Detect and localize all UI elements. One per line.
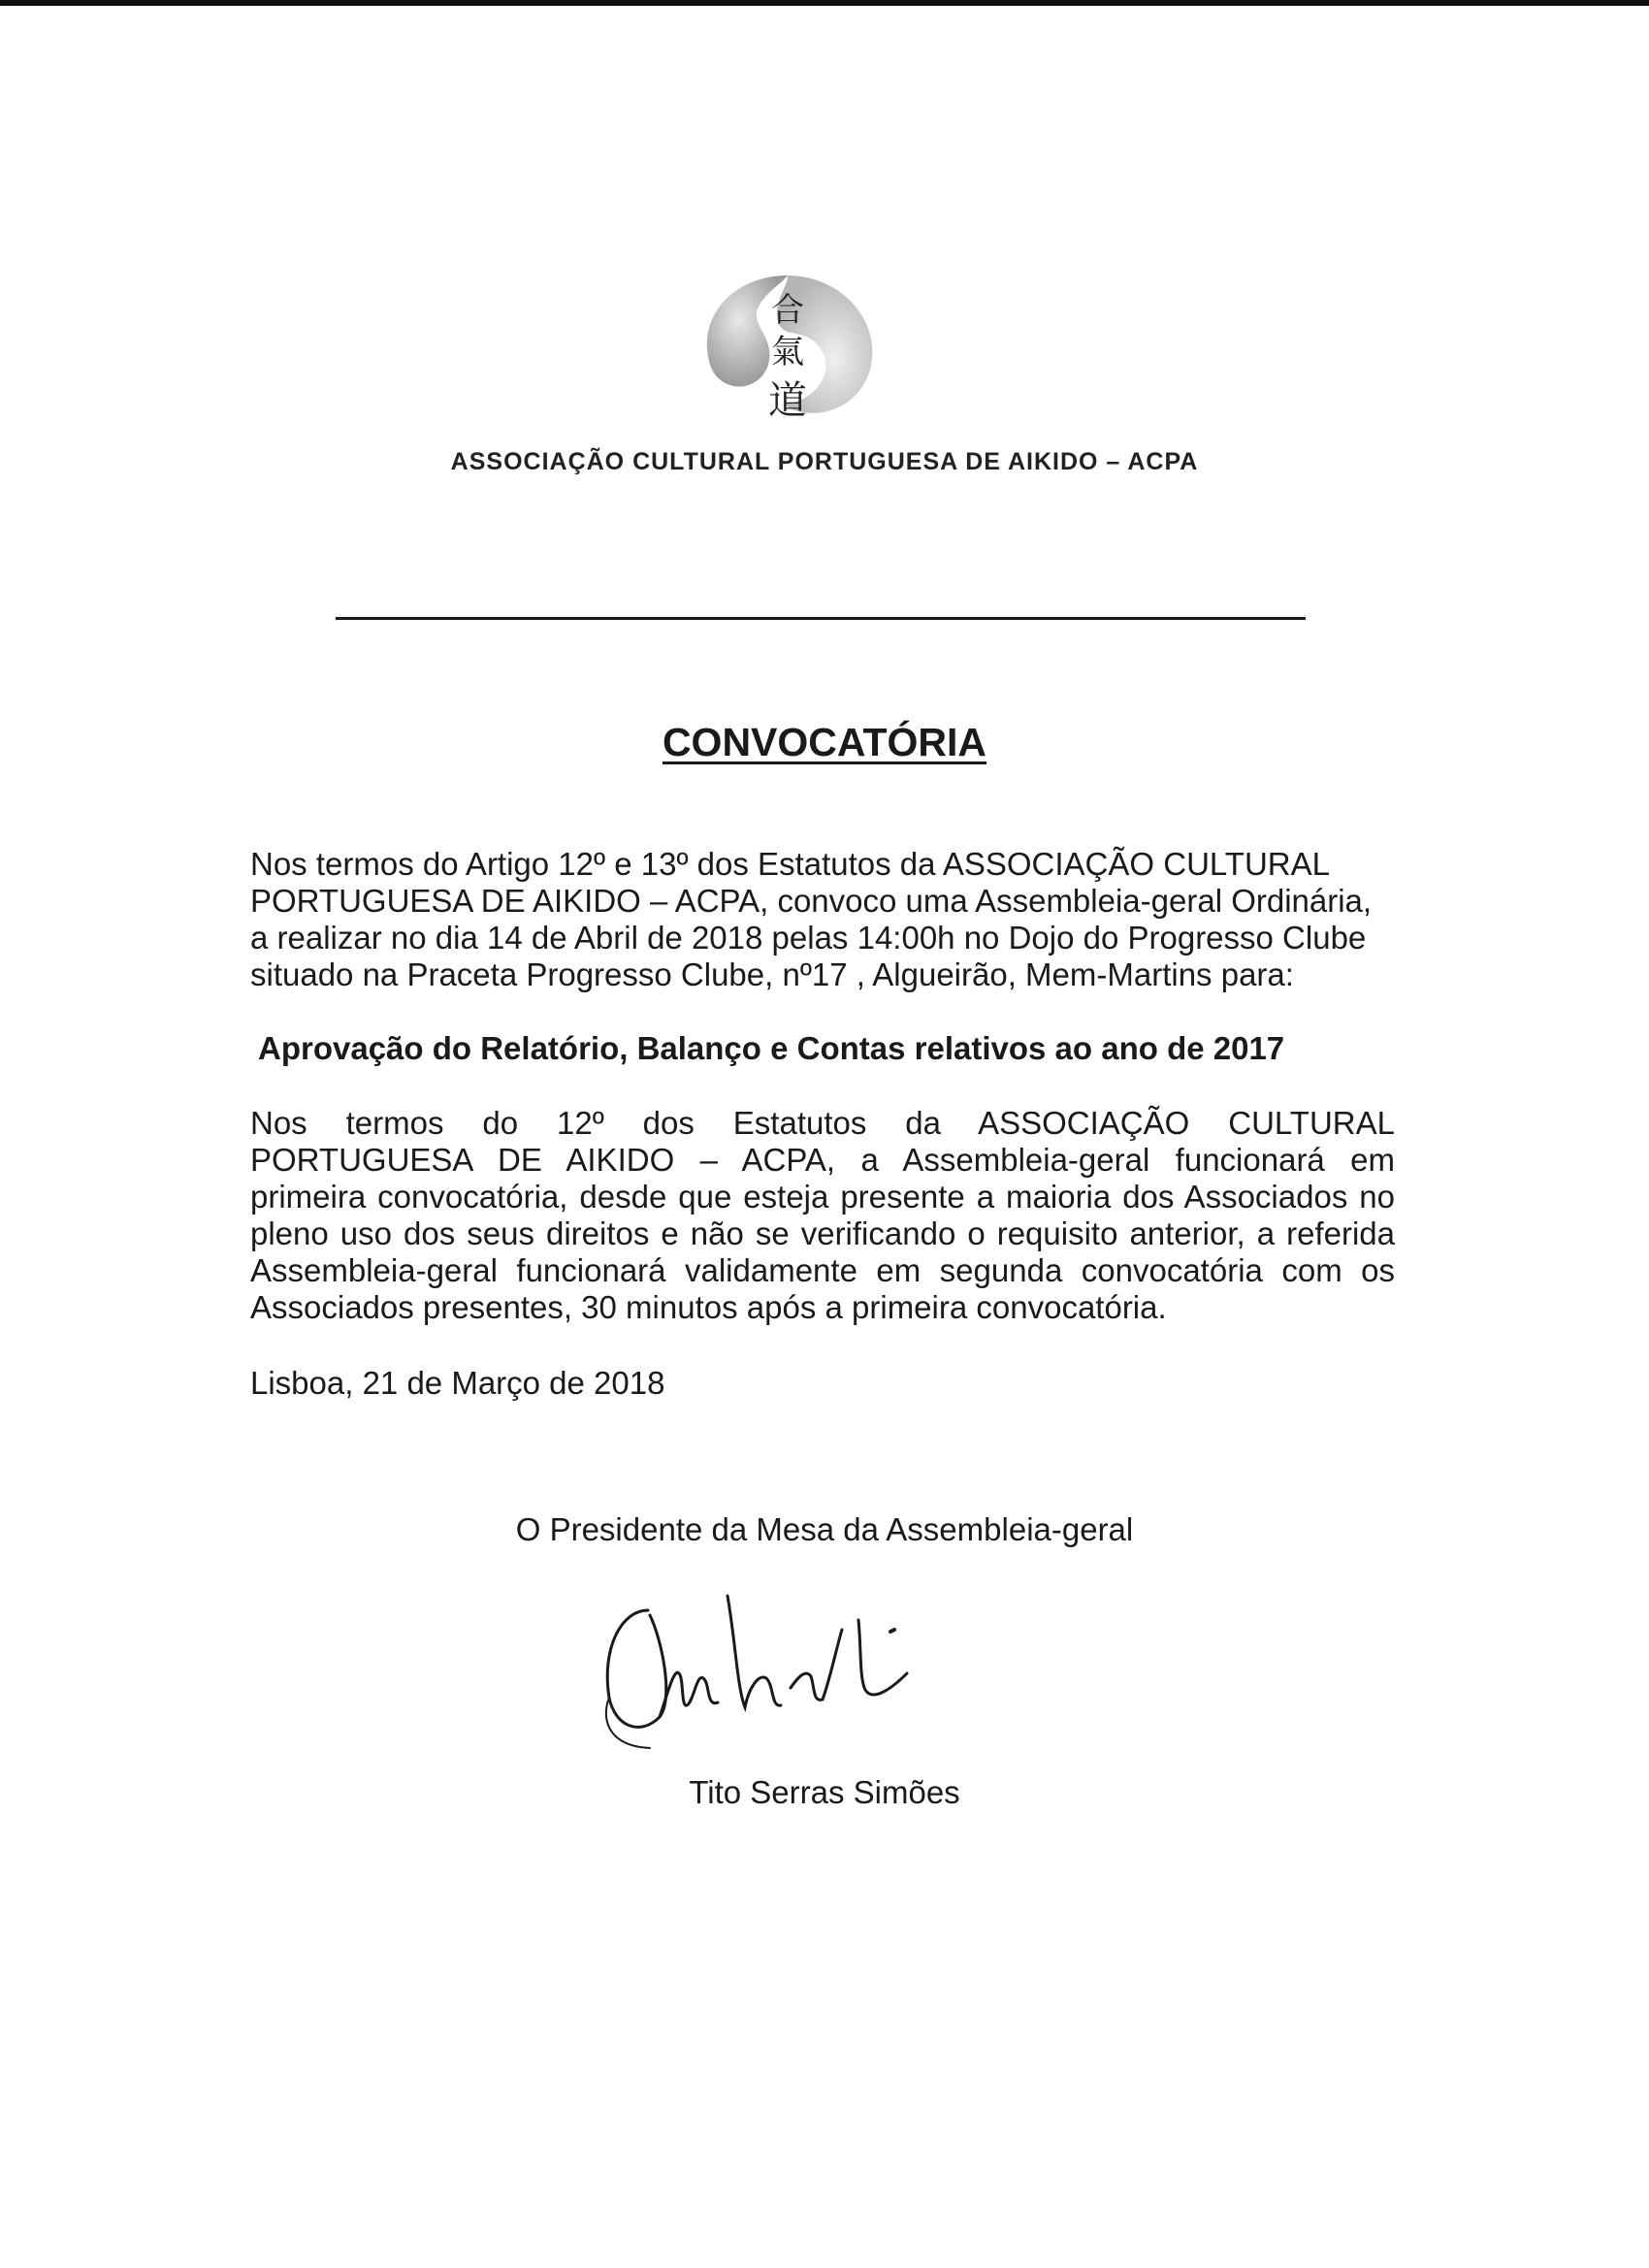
paragraph-line: Assembleia-geral funcionará validamente em segunda convocatória com os — [250, 1252, 1395, 1288]
paragraph-line: Associados presentes, 30 minutos após a primeira convocatória. — [250, 1289, 1167, 1325]
logo-kanji-1: 合 — [771, 291, 804, 330]
scan-edge — [0, 0, 1649, 6]
header-divider — [336, 617, 1306, 620]
paragraph-line: PORTUGUESA DE AIKIDO – ACPA, convoco uma Assembleia-geral Ordinária, — [250, 883, 1373, 919]
paragraph-line: primeira convocatória, desde que esteja presente a maioria dos Associados no — [250, 1179, 1395, 1215]
document-date: Lisboa, 21 de Março de 2018 — [250, 1365, 665, 1401]
logo-kanji-3: 道 — [768, 378, 807, 423]
paragraph-line: PORTUGUESA DE AIKIDO – ACPA, a Assembleia-geral funcionará em — [250, 1142, 1395, 1178]
paragraph-line: pleno uso dos seus direitos e não se verificando o requisito anterior, a referida — [250, 1215, 1395, 1251]
handwritten-signature-icon — [582, 1581, 1067, 1756]
organization-header: ASSOCIAÇÃO CULTURAL PORTUGUESA DE AIKIDO – ACPA — [450, 448, 1199, 475]
quorum-paragraph — [250, 1105, 1395, 1326]
logo-kanji-2: 氣 — [771, 333, 804, 372]
agenda-item: Aprovação do Relatório, Balanço e Contas relativos ao ano de 2017 — [258, 1030, 1285, 1066]
signer-role: O Presidente da Mesa da Assembleia-geral — [515, 1511, 1134, 1547]
aikido-logo-icon — [691, 268, 885, 433]
convocation-paragraph — [250, 846, 1395, 993]
document-title: CONVOCATÓRIA — [662, 720, 987, 764]
signer-name: Tito Serras Simões — [689, 1774, 960, 1810]
paragraph-line: Nos termos do 12º dos Estatutos da ASSOCIAÇÃO CULTURAL — [250, 1105, 1395, 1141]
paragraph-line: Nos termos do Artigo 12º e 13º dos Estatutos da ASSOCIAÇÃO CULTURAL — [250, 846, 1330, 882]
paragraph-line: situado na Praceta Progresso Clube, nº17 , Algueirão, Mem-Martins para: — [250, 956, 1294, 992]
paragraph-line: a realizar no dia 14 de Abril de 2018 pelas 14:00h no Dojo do Progresso Clube — [250, 920, 1367, 956]
